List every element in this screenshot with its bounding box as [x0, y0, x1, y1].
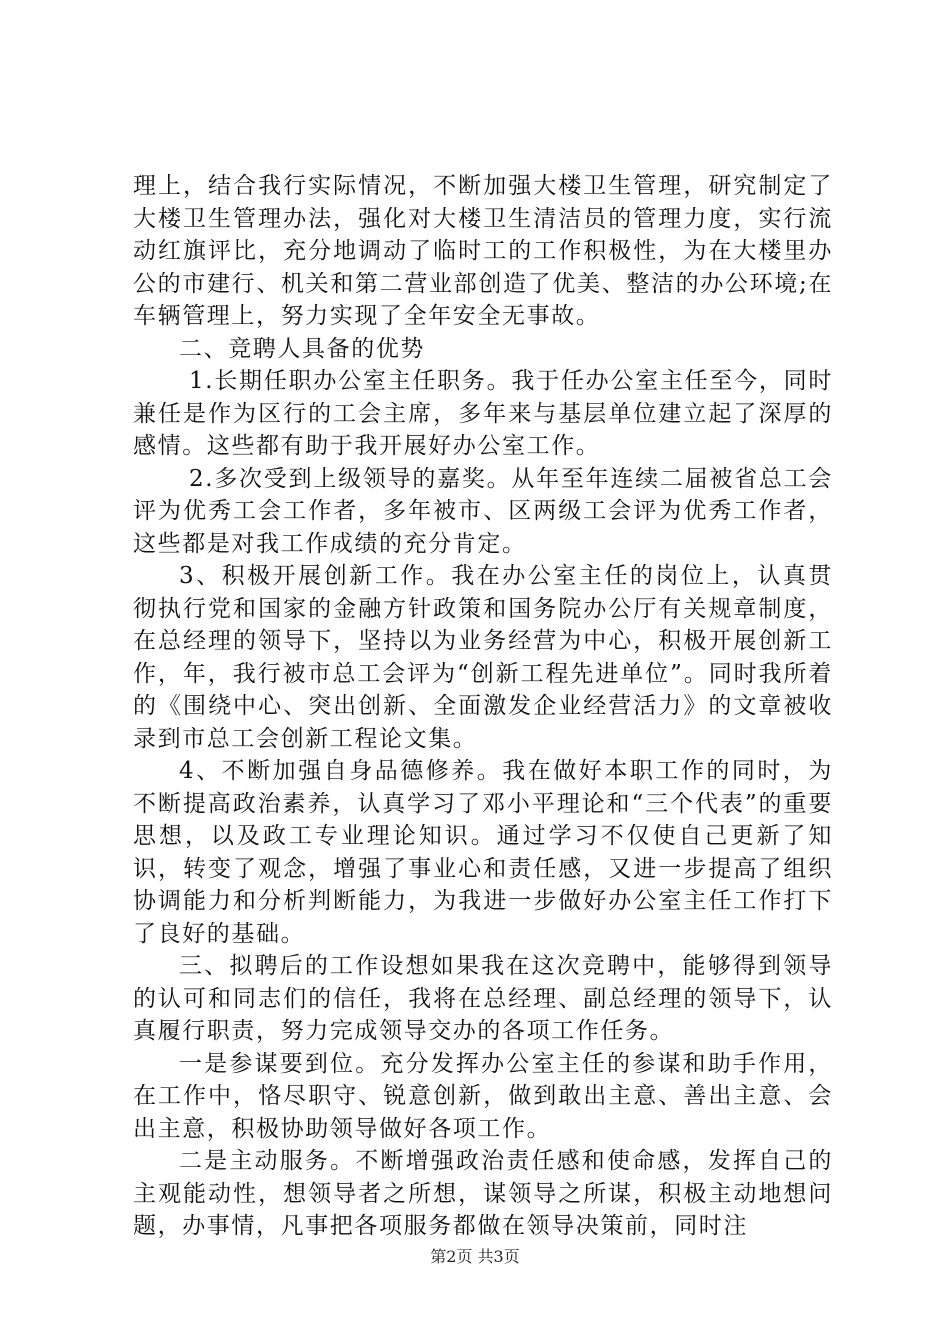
advantage-item-2: 2.多次受到上级领导的嘉奖。从年至年连续二届被省总工会评为优秀工会工作者，多年被市、区两级工会评为优秀工作者，这些都是对我工作成绩的充分肯定。 — [133, 465, 833, 557]
work-plan-item-1: 一是参谋要到位。充分发挥办公室主任的参谋和助手作用，在工作中，恪尽职守、锐意创新，做到敢出主意、善出主意、会出主意，积极协助领导做好各项工作。 — [133, 1050, 833, 1142]
paragraph-continuation: 理上，结合我行实际情况，不断加强大楼卫生管理，研究制定了大楼卫生管理办法，强化对大楼卫生清洁员的管理力度，实行流动红旗评比，充分地调动了临时工的工作积极性，为在大楼里办公的市建行、机关和第二营业部创造了优美、整洁的办公环境;在车辆管理上，努力实现了全年安全无事故。 — [133, 173, 833, 329]
work-plan-item-2: 二是主动服务。不断增强政治责任感和使命感，发挥自己的主观能动性，想领导者之所想，谋领导之所谋，积极主动地想问题，办事情，凡事把各项服务都做在领导决策前，同时注 — [133, 1148, 833, 1239]
advantage-item-4: 4、不断加强自身品德修养。我在做好本职工作的同时，为不断提高政治素养，认真学习了邓小平理论和“三个代表”的重要思想，以及政工专业理论知识。通过学习不仅使自己更新了知识，转变了观念，增强了事业心和责任感，又进一步提高了组织协调能力和分析判断能力，为我进一步做好办公室主任工作打下了良好的基础。 — [133, 758, 833, 947]
section-work-plan: 三、拟聘后的工作设想如果我在这次竞聘中，能够得到领导的认可和同志们的信任，我将在总经理、副总经理的领导下，认真履行职责，努力完成领导交办的各项工作任务。 — [133, 953, 833, 1044]
section-heading-advantages: 二、竞聘人具备的优势 — [179, 335, 425, 362]
document-body — [133, 170, 833, 1243]
advantage-item-1: 1.长期任职办公室主任职务。我于任办公室主任至今，同时兼任是作为区行的工会主席，多年来与基层单位建立起了深厚的感情。这些都有助于我开展好办公室工作。 — [133, 368, 833, 459]
advantage-item-3: 3、积极开展创新工作。我在办公室主任的岗位上，认真贯彻执行党和国家的金融方针政策和国务院办公厅有关规章制度，在总经理的领导下，坚持以为业务经营为中心，积极开展创新工作，年，我行被市总工会评为“创新工程先进单位”。同时我所着的《围绕中心、突出创新、全面激发企业经营活力》的文章被收录到市总工会创新工程论文集。 — [133, 563, 833, 752]
page-number-footer: 第2页 共3页 — [430, 1247, 520, 1266]
